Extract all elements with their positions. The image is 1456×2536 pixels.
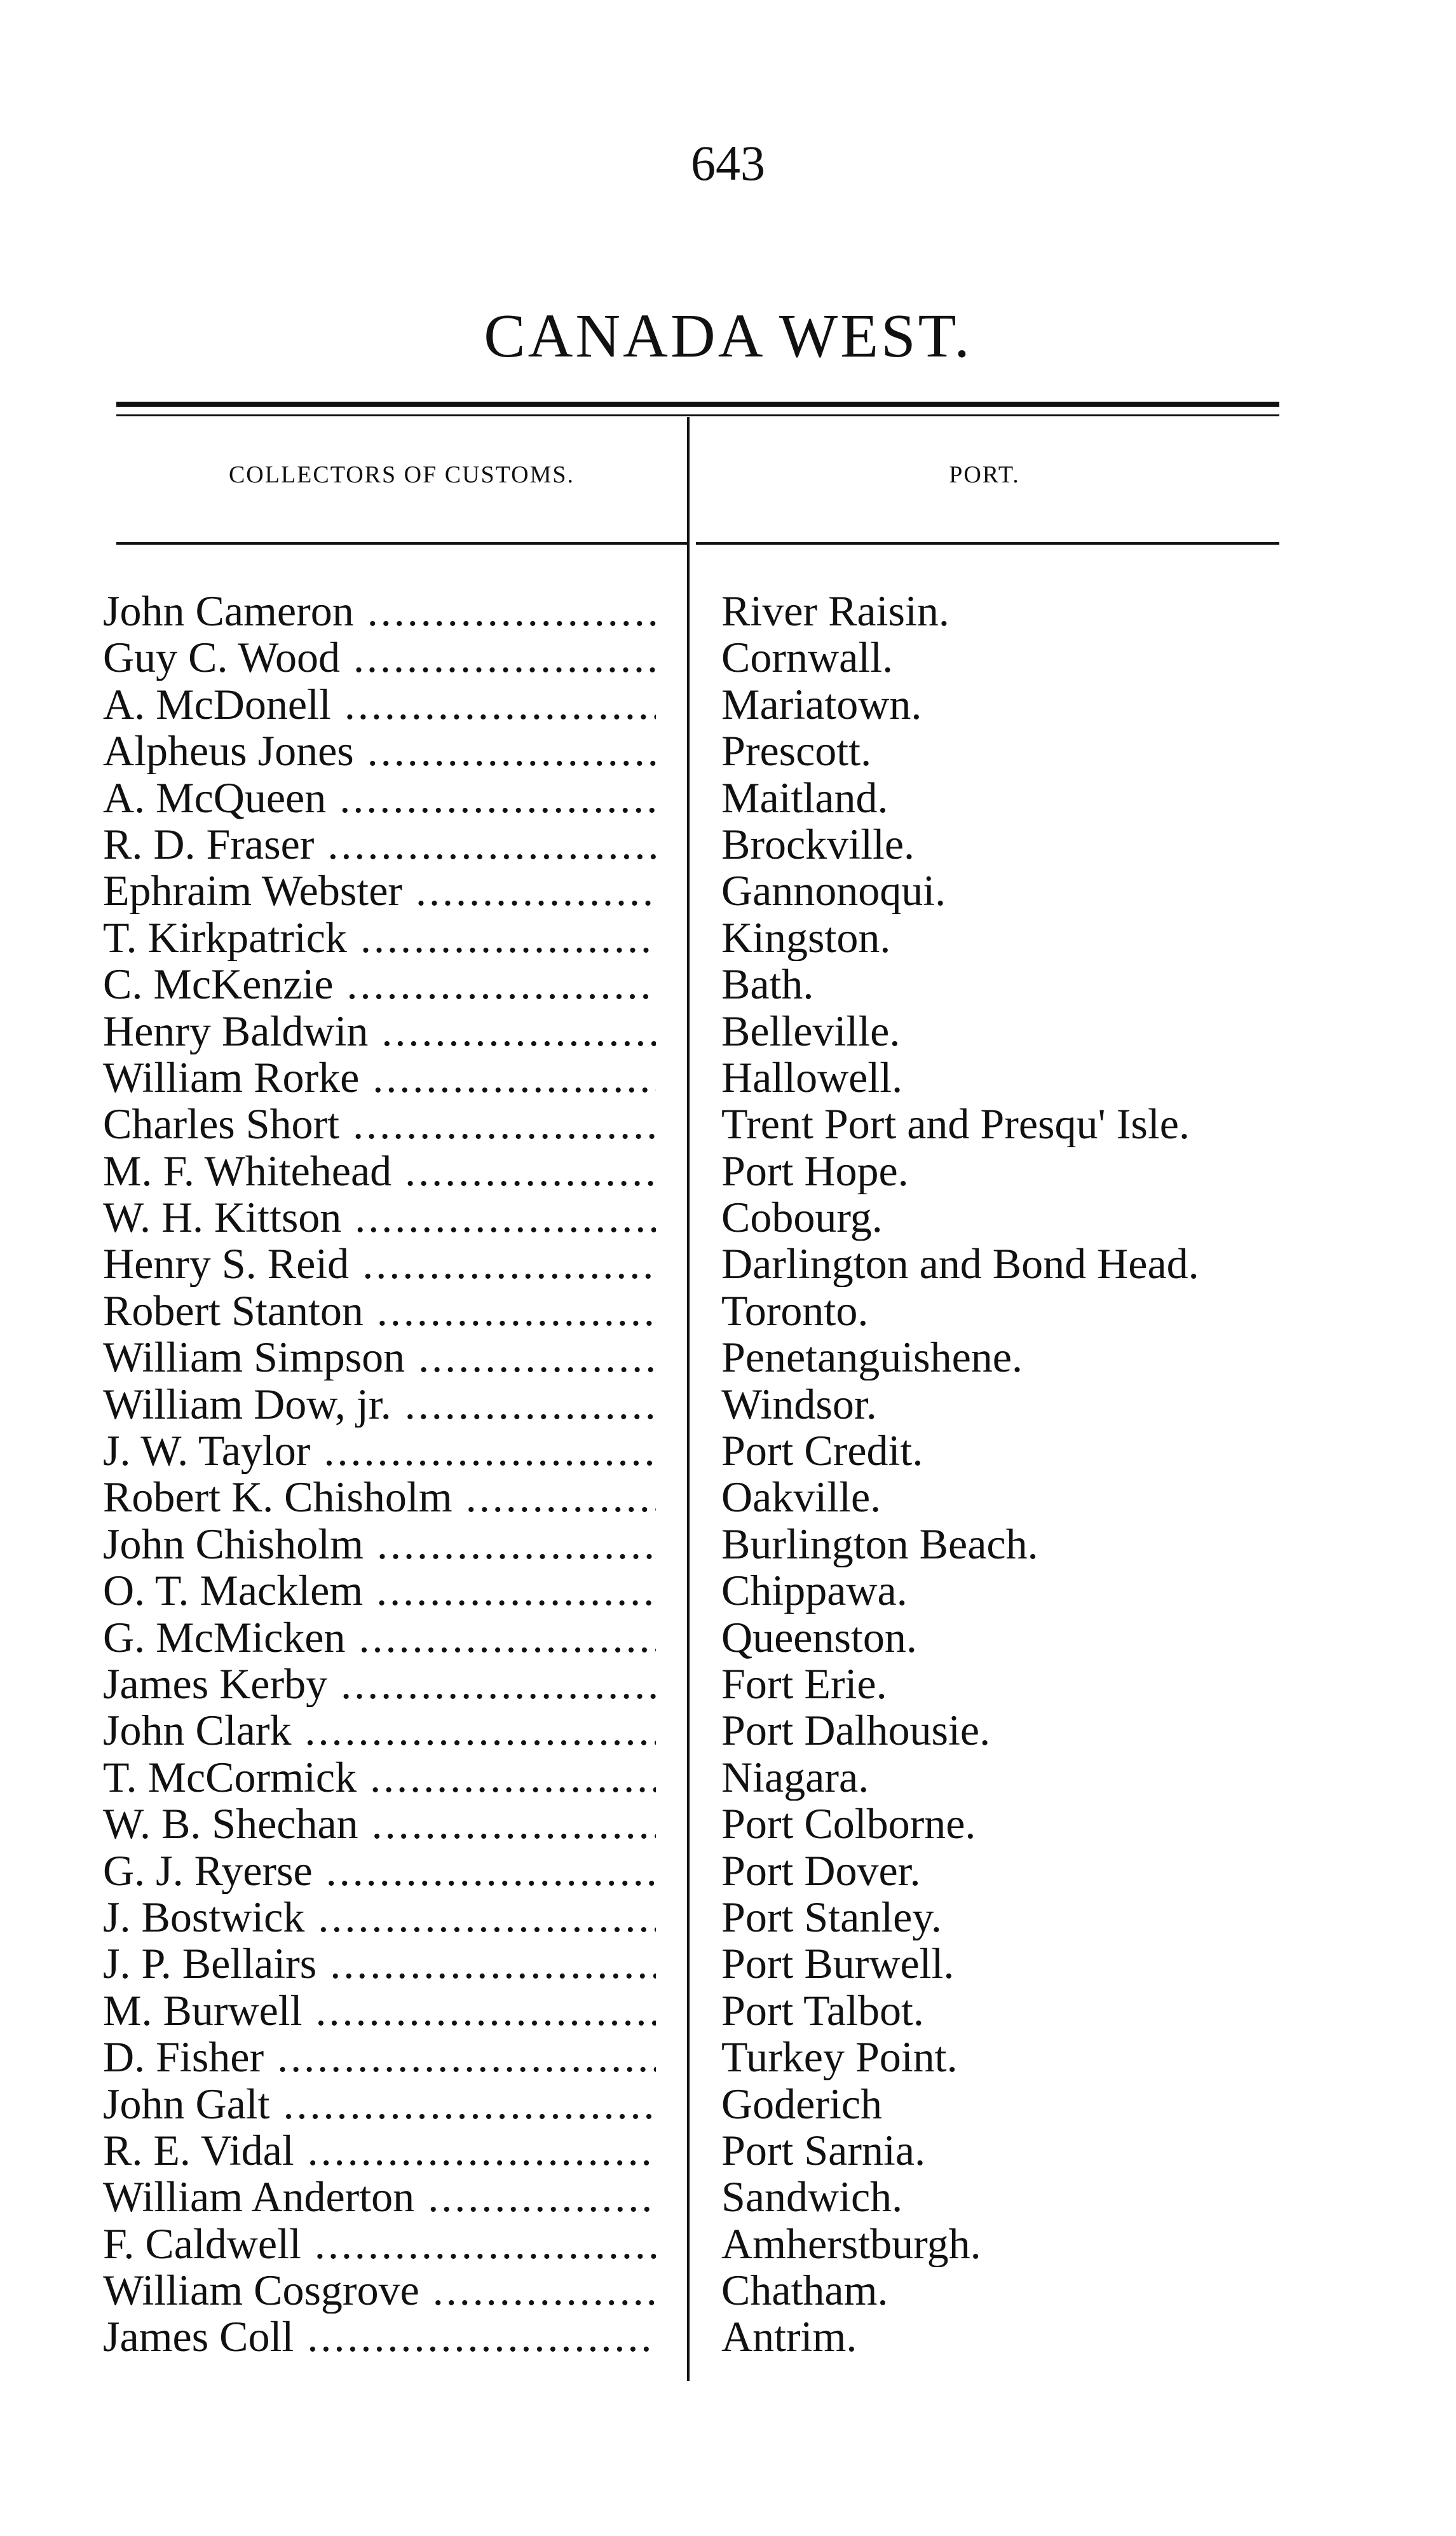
column-header-port: PORT. [949,461,1020,488]
table-row [0,1848,1456,1894]
port-name: Port Credit. [721,1428,923,1475]
collector-name: Robert K. Chisholm ..... [103,1474,656,1520]
port-name: Port Colborne. [721,1801,976,1848]
port-name: River Raisin. [721,588,949,634]
collector-name: J. W. Taylor ..... [103,1428,656,1474]
top-double-rule-thick [116,402,1279,407]
table-row [0,2267,1456,2314]
collector-name: W. H. Kittson ..... [103,1194,656,1241]
table-row [0,1008,1456,1054]
port-name: Prescott. [721,728,872,775]
table-row [0,1474,1456,1520]
table-row [0,1194,1456,1241]
collector-name: D. Fisher ..... [103,2034,656,2080]
collector-name: T. McCormick ..... [103,1754,656,1801]
port-name: Gannonoqui. [721,868,946,915]
table-row [0,915,1456,961]
collector-name: M. Burwell ..... [103,1987,656,2034]
table-row [0,1894,1456,1940]
port-name: Chatham. [721,2267,888,2314]
port-name: Goderich [721,2080,883,2127]
table-row [0,1661,1456,1707]
table-row [0,1428,1456,1474]
port-name: Trent Port and Presqu' Isle. [721,1101,1190,1148]
collector-name: W. B. Shechan ..... [103,1801,656,1847]
top-double-rule-thin [116,414,1279,416]
table-row [0,2221,1456,2267]
table-row [0,821,1456,868]
port-name: Kingston. [721,914,891,961]
port-name: Turkey Point. [721,2034,958,2081]
port-name: Antrim. [721,2314,857,2361]
collector-name: John Cameron ..... [103,588,656,634]
collector-name: Ephraim Webster ..... [103,868,656,914]
collector-name: J. Bostwick ..... [103,1894,656,1940]
table-row [0,1054,1456,1101]
collector-name: M. F. Whitehead ..... [103,1148,656,1194]
table-row [0,681,1456,728]
port-name: Port Stanley. [721,1893,942,1940]
port-name: Maitland. [721,774,888,821]
table-row [0,1801,1456,1847]
port-name: Cornwall. [721,634,894,681]
collector-name: T. Kirkpatrick ..... [103,915,656,961]
table-row [0,1614,1456,1661]
table-row [0,775,1456,821]
port-name: Sandwich. [721,2174,903,2221]
table-row [0,1148,1456,1194]
port-name: Queenston. [721,1614,917,1661]
collector-name: James Kerby ..... [103,1661,656,1707]
table-row [0,1567,1456,1614]
collector-name: Charles Short ..... [103,1101,656,1147]
table-row [0,1707,1456,1754]
port-name: Cobourg. [721,1194,883,1241]
collector-name: William Anderton ..... [103,2174,656,2220]
collector-name: G. McMicken ..... [103,1614,656,1661]
port-name: Port Hope. [721,1147,909,1194]
port-name: Windsor. [721,1380,877,1428]
collector-name: A. McQueen ..... [103,775,656,821]
collector-name: John Galt ..... [103,2081,656,2127]
collector-name: R. E. Vidal ..... [103,2127,656,2174]
collector-name: William Rorke ..... [103,1054,656,1101]
table-row [0,588,1456,634]
table-row [0,1987,1456,2034]
page-title: CANADA WEST. [484,302,972,371]
collector-name: G. J. Ryerse ..... [103,1848,656,1894]
table-row [0,2314,1456,2360]
collector-name: J. P. Bellairs ..... [103,1940,656,1987]
collector-name: Robert Stanton ..... [103,1288,656,1334]
table-row [0,1101,1456,1147]
port-name: Port Dalhousie. [721,1707,991,1754]
column-header-collectors: COLLECTORS OF CUSTOMS. [228,461,575,488]
port-name: Penetanguishene. [721,1334,1023,1381]
table-row [0,728,1456,774]
collector-name: James Coll ..... [103,2314,656,2360]
table-row [0,1521,1456,1567]
port-name: Port Sarnia. [721,2127,926,2174]
port-name: Fort Erie. [721,1660,887,1707]
collector-name: F. Caldwell ..... [103,2221,656,2267]
port-name: Bath. [721,961,814,1008]
table-row [0,1381,1456,1428]
header-rule-left [116,542,687,545]
table-row [0,2127,1456,2174]
table-row [0,1334,1456,1380]
table-row [0,1754,1456,1801]
collector-name: William Simpson ..... [103,1334,656,1380]
port-name: Amherstburgh. [721,2220,981,2267]
collector-name: William Cosgrove ..... [103,2267,656,2314]
port-name: Port Dover. [721,1847,921,1894]
port-name: Belleville. [721,1007,901,1054]
table-row [0,1940,1456,1987]
port-name: Mariatown. [721,681,922,728]
collector-name: R. D. Fraser ..... [103,821,656,868]
port-name: Toronto. [721,1287,869,1334]
collector-name: C. McKenzie ..... [103,961,656,1007]
port-name: Niagara. [721,1754,869,1801]
collector-name: Guy C. Wood ..... [103,634,656,681]
collector-name: William Dow, jr. ..... [103,1381,656,1428]
collector-name: Henry S. Reid ..... [103,1241,656,1287]
table-row [0,2081,1456,2127]
port-name: Burlington Beach. [721,1520,1038,1567]
table-row [0,1241,1456,1287]
port-name: Brockville. [721,821,915,868]
table-row [0,2034,1456,2080]
header-rule-right [696,542,1279,545]
table-row [0,634,1456,681]
collector-name: John Clark ..... [103,1707,656,1754]
port-name: Port Talbot. [721,1987,924,2034]
collector-name: John Chisholm ..... [103,1521,656,1567]
collector-name: A. McDonell ..... [103,681,656,728]
port-name: Hallowell. [721,1054,903,1101]
collector-name: Henry Baldwin ..... [103,1008,656,1054]
port-name: Port Burwell. [721,1940,955,1987]
table-row [0,868,1456,914]
collector-name: Alpheus Jones ..... [103,728,656,774]
table-row [0,2174,1456,2220]
port-name: Chippawa. [721,1567,908,1614]
port-name: Darlington and Bond Head. [721,1241,1199,1288]
table-row [0,1288,1456,1334]
page-number: 643 [691,135,765,191]
table-row [0,961,1456,1007]
collectors-table [0,588,1456,2361]
collector-name: O. T. Macklem ..... [103,1567,656,1614]
port-name: Oakville. [721,1474,881,1521]
